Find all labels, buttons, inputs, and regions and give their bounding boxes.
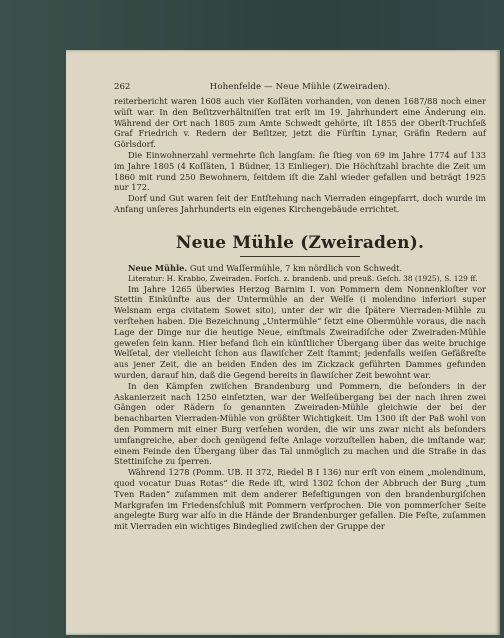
entry-lead: Neue Mühle. [128, 262, 188, 273]
paragraph: In den Kämpfen zwiſchen Brandenburg und Pommern, die beſonders in der Askanierzeit nach 1250 einſetzten, war der Welſeübergang bei der nach ihren zwei Gängen oder Rädern ſo genannten Zweiraden-Mühle gleichwie der bei der benachbarten Vierraden-Mühle von größter Wichtigkeit. Um 1300 iſt der Paß wohl von den Pommern mit einer Burg verſehen worden, die wir uns zwar nicht als beſonders umfangreiche, aber doch genügend feſte Anlage vorzuſtellen haben, die imſtande war, einem Feinde den Übergang über das Tal unmöglich zu machen und die Straße in das Stettiniſche zu ſperren. [114, 380, 486, 467]
previous-section-text [114, 96, 486, 215]
entry-description: Gut und Waſſermühle, 7 km nördlich von Schwedt. [187, 262, 403, 273]
paragraph: Im Jahre 1265 überwies Herzog Barnim I. von Pommern dem Nonnenkloſter vor Stettin Einkünfte aus der Untermühle an der Welſe (i molendino inferiori super Welsnam erga civitatem Sowet sito), unter der wir die ſpätere Vierraden-Mühle zu verſtehen haben. Die Bezeichnung „Untermühle“ ſetzt eine Obermühle voraus, die nach Lage der Dinge nur die heutige Neue, einſtmals Zweiradiſche oder Zweiraden-Mühle geweſen ſein kann. Hier befand ſich ein künſtlicher Übergang über das weite bruchige Welſetal, der vielleicht ſchon aus ſlawiſcher Zeit ſtammt; jedenfalls weiſen Gefäßreſte aus jener Zeit, die an beiden Enden des im Zickzack geführten Dammes gefunden wurden, darauf hin, daß die Gegend bereits in ſlawiſcher Zeit bewohnt war. [114, 283, 486, 380]
section-heading [114, 233, 486, 257]
section-text [114, 263, 486, 532]
paragraph: reiterbericht waren 1608 auch vier Koſſäten vorhanden, von denen 1687/88 noch einer wüſt war. In den Beſitzverhältniſſen trat erſt im 19. Jahrhundert eine Änderung ein. Während der Ort nach 1805 zum Amte Schwedt gehörte, iſt 1855 der Oberſt-Truchſeß Graf Friedrich v. Redern der Beſitzer, jetzt die Fürſtin Lynar, Gräfin Redern auf Görlsdorf. [114, 96, 486, 150]
heading-underline [240, 256, 360, 257]
page-content [114, 82, 486, 532]
paragraph: Die Einwohnerzahl vermehrte ſich langſam: ſie ſtieg von 69 im Jahre 1774 auf 133 im Jahre 1805 (4 Koſſäten, 1 Büdner, 13 Einlieger). Die Höchſtzahl brachte die Zeit um 1860 mit rund 250 Bewohnern, ſeitdem iſt die Zahl wieder gefallen und beträgt 1925 nur 172. [114, 149, 486, 193]
section-title: Neue Mühle (Zweiraden). [175, 232, 425, 253]
page-number: 262 [114, 82, 131, 92]
paragraph: Dorf und Gut waren ſeit der Entſtehung nach Vierraden eingepfarrt, doch wurde im Anfang unſeres Jahrhunderts ein eigenes Kirchengebäude errichtet. [114, 193, 486, 214]
book-page [66, 50, 500, 635]
running-header [114, 82, 486, 96]
running-title: Hohenfelde — Neue Mühle (Zweiraden). [209, 82, 391, 92]
literature-note: Literatur: H. Krabbo, Zweiraden. Forſch. z. brandenb. und preuß. Geſch. 38 (1925), S. 129 ff. [128, 273, 478, 283]
paragraph: Während 1278 (Pomm. UB. II 372, Riedel B I 136) nur erſt von einem „molendinum, quod vocatur Duas Rotas“ die Rede iſt, wird 1302 ſchon der Abbruch der Burg „tum Tven Raden“ zuſammen mit dem anderer Befeſtigungen von den brandenburgiſchen Markgrafen im Friedensſchluß mit Pommern verſprochen. Die von pommerſcher Seite angelegte Burg war alſo in die Hände der Brandenburger gefallen. Die Feſte, zuſammen mit Vierraden ein wichtiges Bindeglied zwiſchen der Gruppe der [114, 467, 486, 532]
entry-line [114, 263, 486, 274]
